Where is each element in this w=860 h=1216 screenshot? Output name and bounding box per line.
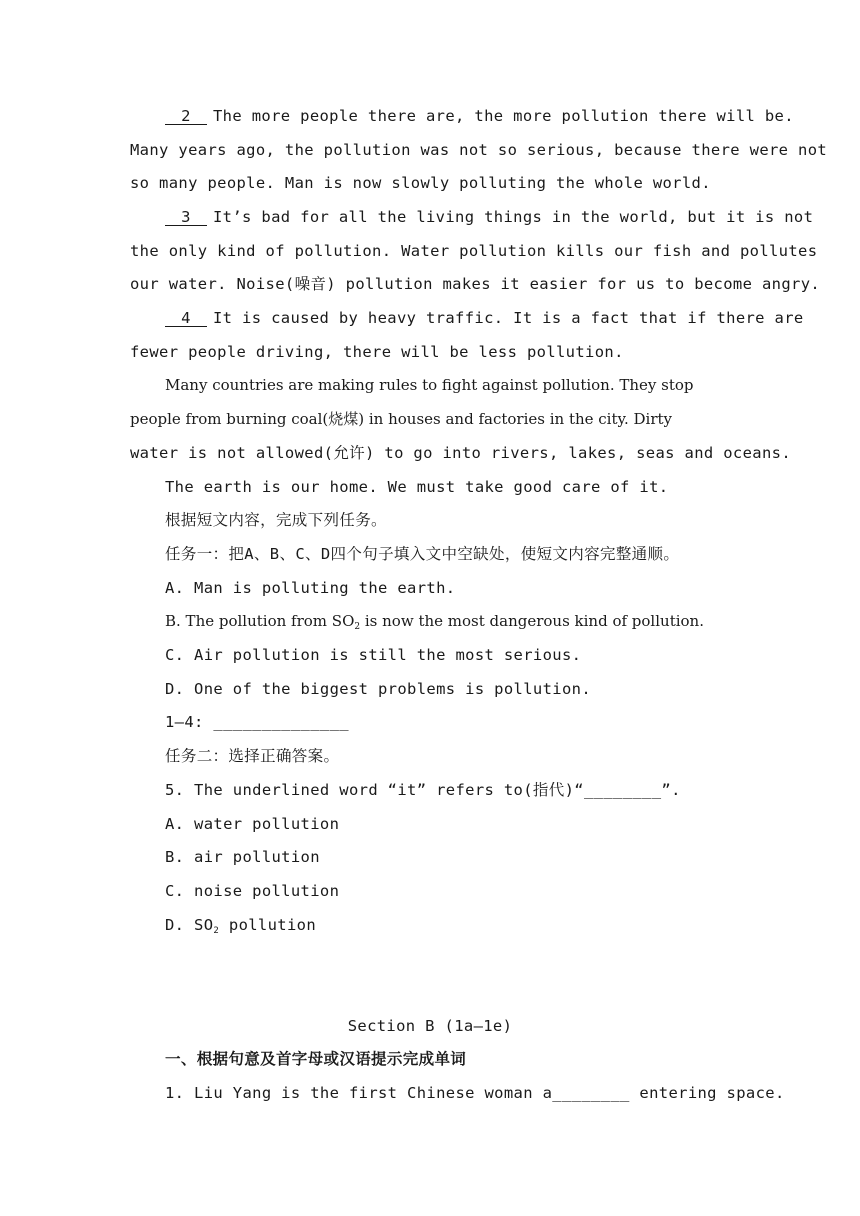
blank-2: 2: [165, 108, 207, 125]
option-b: B. The pollution from $SO_2$ is now the most dangerous kind of pollution.: [165, 612, 704, 632]
paragraph-5-line-2: people from burning coal(烧煤) in houses and factories in the city. Dirty: [130, 410, 673, 428]
section-title: Section B (1a—1e): [347, 1017, 513, 1035]
question-5: 5. The underlined word “it” refers to(指代)“________”.: [165, 781, 681, 799]
answer-line: 1—4: ______________: [165, 713, 349, 731]
option-d: D. One of the biggest problems is pollution.: [165, 680, 591, 698]
option-c: C. Air pollution is still the most serious.: [165, 646, 582, 664]
paragraph-4-line-1: 4 It is caused by heavy traffic. It is a fact that if there are: [165, 308, 730, 328]
choice-d: D. $SO_2$ pollution: [165, 916, 317, 936]
paragraph-4-line-2: fewer people driving, there will be less pollution.: [130, 343, 624, 361]
part-1-heading: 一、根据句意及首字母或汉语提示完成单词: [165, 1050, 467, 1068]
paragraph-3-line-3: our water. Noise(噪音) pollution makes it easier for us to become angry.: [130, 275, 821, 293]
task-1-title: 任务一：把A、B、C、D四个句子填入文中空缺处，使短文内容完整通顺。: [165, 545, 680, 563]
choice-c: C. noise pollution: [165, 882, 340, 900]
choice-a: A. water pollution: [165, 815, 340, 833]
paragraph-2-line-3: so many people. Man is now slowly polluting the whole world.: [130, 174, 711, 192]
exercise-1: 1. Liu Yang is the first Chinese woman a________ entering space.: [165, 1084, 785, 1102]
paragraph-3-line-1: 3 It’s bad for all the living things in the world, but it is not: [165, 207, 730, 227]
blank-4: 4: [165, 310, 207, 327]
paragraph-3-line-2: the only kind of pollution. Water pollution kills our fish and pollutes: [130, 242, 818, 260]
choice-b: B. air pollution: [165, 848, 320, 866]
option-a: A. Man is polluting the earth.: [165, 579, 456, 597]
task-2-title: 任务二：选择正确答案。: [165, 747, 340, 765]
paragraph-2-line-2: Many years ago, the pollution was not so serious, because there were not: [130, 141, 828, 159]
paragraph-6: The earth is our home. We must take good care of it.: [165, 478, 669, 496]
paragraph-5-line-3: water is not allowed(允许) to go into rivers, lakes, seas and oceans.: [130, 444, 792, 462]
blank-3: 3: [165, 209, 207, 226]
paragraph-5-line-1: Many countries are making rules to fight against pollution. They stop: [165, 376, 694, 394]
paragraph-2-line-1: 2 The more people there are, the more pollution there will be.: [165, 106, 730, 126]
task-instruction: 根据短文内容，完成下列任务。: [165, 511, 387, 529]
